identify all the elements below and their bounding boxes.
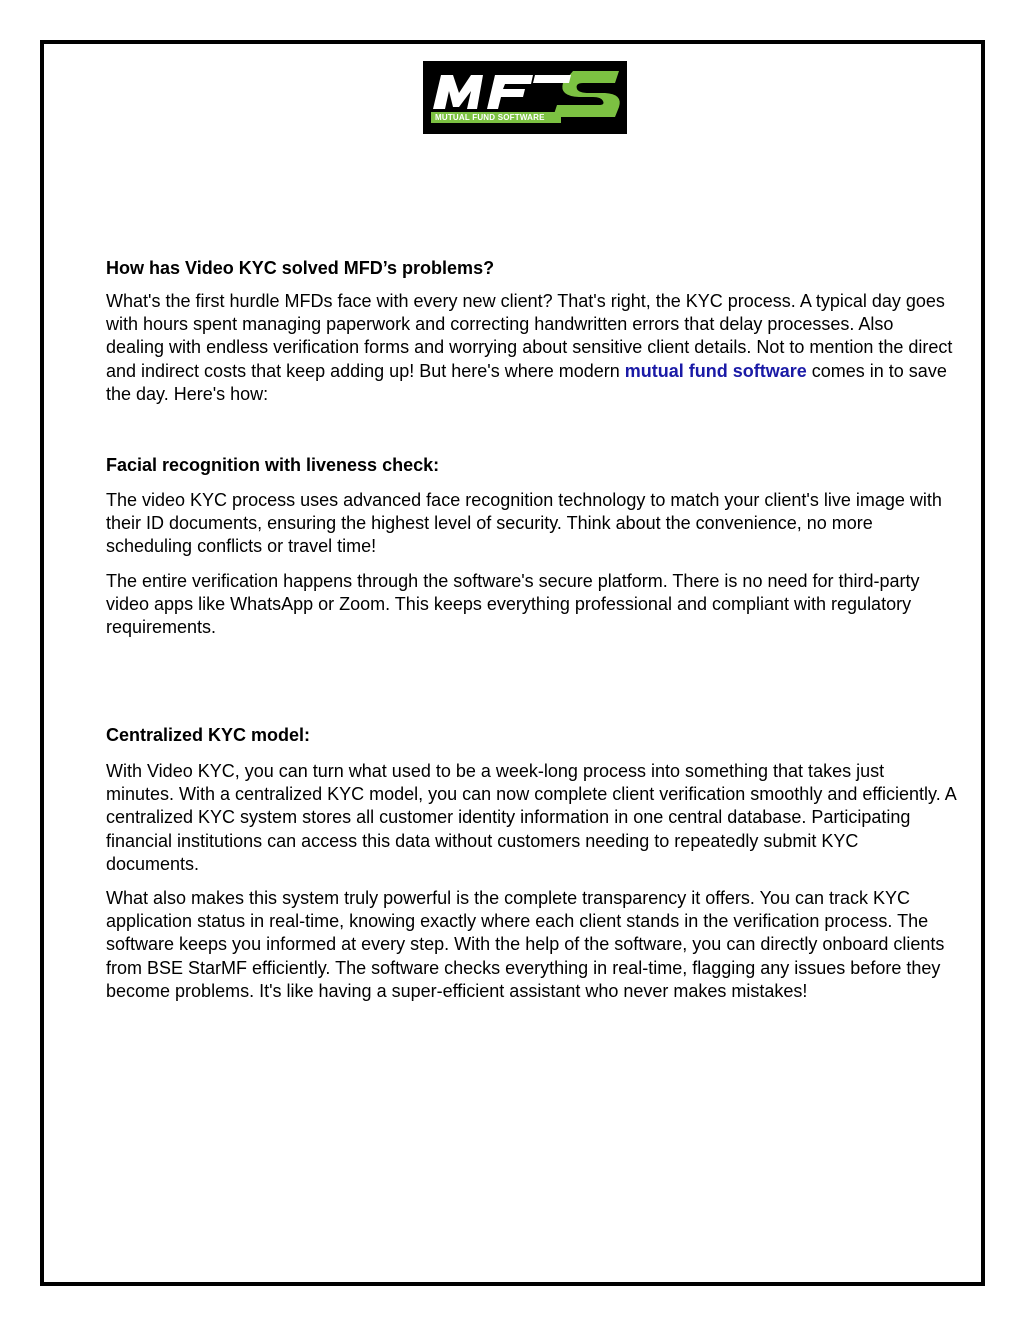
- paragraph-intro: [106, 290, 956, 406]
- section-heading-facial-recognition: Facial recognition with liveness check:: [106, 455, 440, 475]
- paragraph-centralized-kyc: With Video KYC, you can turn what used to be a week-long process into something that takes just minutes. With a centralized KYC model, you can now complete client verification smoothly and efficiently. A centralized KYC system stores all customer identity information in one central database. Participating financial institutions can access this data without customers needing to repeatedly submit KYC documents.: [106, 761, 956, 874]
- paragraph-intro-text-after: comes in to save the day. Here's how:: [106, 360, 947, 404]
- page-frame: [40, 40, 985, 1286]
- mutual-fund-software-link[interactable]: mutual fund software: [624, 360, 807, 381]
- mfs-logo: [423, 61, 627, 134]
- logo-tagline: MUTUAL FUND SOFTWARE: [435, 113, 545, 122]
- paragraph-secure-platform: The entire verification happens through the software's secure platform. There is no need for third-party video apps like WhatsApp or Zoom. This keeps everything professional and compliant with regulatory requirements.: [106, 571, 920, 638]
- paragraph-intro-text-before: What's the first hurdle MFDs face with every new client? That's right, the KYC process. A typical day goes with hours spent managing paperwork and correcting handwritten errors that delay processes. Also dealing with endless verification forms and worrying about sensitive client details. Not to mention the direct and indirect costs that keep adding up! But here's where modern: [106, 291, 953, 381]
- section-heading-centralized-kyc: Centralized KYC model:: [106, 725, 311, 745]
- paragraph-transparency: What also makes this system truly powerful is the complete transparency it offers. You can track KYC application status in real-time, knowing exactly where each client stands in the verification process. The software keeps you informed at every step. With the help of the software, you can directly onboard clients from BSE StarMF efficiently. The software checks everything in real-time, flagging any issues before they become problems. It's like having a super-efficient assistant who never makes mistakes!: [106, 888, 945, 1001]
- mfs-logo-graphic: [423, 61, 627, 134]
- section-heading-video-kyc: How has Video KYC solved MFD’s problems?: [106, 258, 495, 278]
- paragraph-facial-recognition: The video KYC process uses advanced face recognition technology to match your client's live image with their ID documents, ensuring the highest level of security. Think about the convenience, no more scheduling conflicts or travel time!: [106, 490, 942, 557]
